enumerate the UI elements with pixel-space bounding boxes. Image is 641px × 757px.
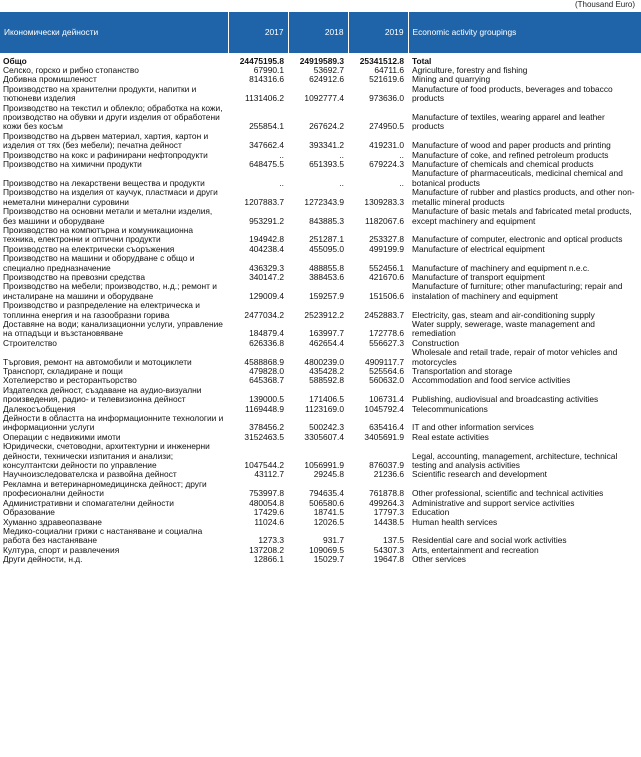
table-row [0, 226, 641, 245]
value-2019: 635416.4 [369, 422, 404, 433]
table-row [0, 132, 641, 151]
value-2017: 645368.7 [249, 375, 284, 386]
activity-name-bg: Производство на дървен материал, хартия, картон и изделия от тях (без мебели); печатна дейност [3, 130, 209, 151]
activity-name-en: Human health services [412, 516, 498, 527]
value-2019: 4909117.7 [365, 356, 404, 367]
value-2017: 24475195.8 [228, 53, 288, 67]
value-2018: 29245.8 [313, 469, 344, 480]
table-row [0, 527, 641, 546]
activity-name-en: Residential care and social work activities [412, 535, 567, 546]
activity-name-bg: Производство и разпределение на електрическа и топлинна енергия и на газообразни горива [3, 300, 200, 320]
activity-name-en: Manufacture of wood and paper products and printing [412, 140, 611, 151]
table-row [0, 348, 641, 367]
value-2019: 2452883.7 [364, 309, 404, 320]
value-2017: 194942.8 [249, 234, 284, 245]
value-2017: 814316.6 [249, 74, 284, 85]
value-2019: 25341512.8 [348, 53, 408, 67]
value-2017: 11024.6 [254, 516, 284, 527]
value-2018: 1272343.9 [304, 196, 344, 207]
value-2019: 1045792.4 [364, 403, 404, 414]
value-2018: 4800239.0 [304, 356, 344, 367]
activity-name-en: Publishing, audiovisual and broadcasting activities [412, 394, 599, 405]
activity-name-bg: Административни и спомагателни дейности [3, 497, 174, 508]
value-2017: 1169448.9 [245, 403, 284, 414]
value-2017: 1131406.2 [245, 93, 284, 104]
activity-name-en: Manufacture of machinery and equipment n.e.c. [412, 262, 590, 273]
value-2017: .. [279, 149, 284, 160]
value-2017: 404238.4 [249, 243, 284, 254]
value-2018: 251287.1 [309, 234, 344, 245]
value-2017: 43112.7 [254, 469, 284, 480]
activity-name-en: Real estate activities [412, 431, 489, 442]
activity-name-bg: Доставяне на води; канализационни услуги, управление на отпадъци и възстановяване [3, 318, 223, 339]
value-2018: 15029.7 [313, 554, 344, 565]
value-2018: 624912.6 [309, 74, 344, 85]
activity-name-bg: Производство на текстил и облекло; обработка на кожи, производство на обувки и други изделия от обработени кожи без косъм [3, 102, 223, 132]
value-2018: 1123169.0 [305, 403, 344, 414]
value-2019: 499199.9 [369, 243, 404, 254]
header-2019: 2019 [348, 12, 408, 53]
value-2018: 843885.3 [309, 215, 344, 226]
activity-name-bg: Производство на кокс и рафинирани нефтопродукти [3, 149, 208, 160]
activity-name-bg: Производство на превозни средства [3, 271, 146, 282]
value-2017: 1207883.7 [244, 196, 284, 207]
activity-name-en: Arts, entertainment and recreation [412, 544, 539, 555]
activity-name-en: Agriculture, forestry and fishing [412, 65, 528, 75]
value-2018: 109069.5 [309, 544, 344, 555]
activity-name-en: Other professional, scientific and technical activities [412, 488, 604, 499]
table-row [0, 169, 641, 188]
value-2017: 184879.4 [249, 328, 284, 339]
value-2019: 137.5 [383, 535, 404, 546]
activity-name-en: Manufacture of textiles, wearing apparel and leather products [412, 112, 605, 132]
value-2019: 274950.5 [369, 121, 404, 132]
activity-name-bg: Селско, горско и рибно стопанство [3, 65, 139, 75]
activity-name-en: Electricity, gas, steam and air-conditioning supply [412, 309, 595, 320]
activity-name-en: Manufacture of chemicals and chemical products [412, 159, 594, 170]
activity-name-bg: Търговия, ремонт на автомобили и мотоциклети [3, 356, 192, 367]
value-2017: 139000.5 [249, 394, 284, 405]
value-2019: 525564.6 [369, 366, 404, 376]
value-2018: 163997.7 [309, 328, 344, 339]
value-2019: .. [399, 177, 404, 188]
activity-name-bg: Хотелиерство и ресторантьорство [3, 375, 137, 386]
value-2019: 17797.3 [373, 507, 404, 518]
value-2018: 931.7 [323, 535, 344, 546]
table-row [0, 104, 641, 132]
value-2017: 255854.1 [249, 121, 284, 132]
activity-name-bg: Производство на химични продукти [3, 159, 142, 170]
activity-name-en: Education [412, 507, 450, 518]
activity-name-en: Transportation and storage [412, 366, 513, 376]
value-2018: 12026.5 [313, 516, 344, 527]
header-activities-en: Economic activity groupings [408, 12, 641, 53]
value-2018: 2523912.2 [304, 309, 344, 320]
value-2017: 436329.3 [249, 262, 284, 273]
table-header-row [0, 12, 641, 53]
activity-name-bg: Операции с недвижими имоти [3, 431, 121, 442]
activity-name-bg: Производство на хранителни продукти, напитки и тютюневи изделия [3, 83, 197, 104]
table-row [0, 207, 641, 226]
unit-label: (Thousand Euro) [574, 0, 635, 9]
value-2017: 953291.2 [249, 215, 284, 226]
activity-name-en: Manufacture of pharmaceuticals, medicinal chemical and botanical products [412, 168, 623, 188]
value-2018: 267624.2 [309, 121, 344, 132]
activity-name-en: Scientific research and development [412, 469, 548, 480]
activity-name-bg: Производство на изделия от каучук, пластмаси и други неметални минерални суровини [3, 187, 218, 207]
header-activities-bg: Икономически дейности [0, 12, 228, 53]
activity-name-en: Total [408, 53, 641, 67]
value-2019: 172778.6 [369, 328, 404, 339]
value-2017: 753997.8 [249, 488, 284, 499]
value-2017: 4588868.9 [244, 356, 284, 367]
value-2018: 500242.3 [309, 422, 344, 433]
activity-name-en: Telecommunications [412, 403, 488, 414]
activity-name-en: Administrative and support service activities [412, 497, 575, 508]
activity-name-bg: Производство на електрически съоръжения [3, 243, 175, 254]
value-2019: 560632.0 [369, 375, 404, 386]
value-2018: 24919589.3 [288, 53, 348, 67]
value-2017: 67990.1 [253, 65, 284, 75]
activity-name-bg: Далекосъобщения [3, 403, 76, 414]
value-2017: 626336.8 [249, 337, 284, 348]
table-row [0, 85, 641, 104]
activity-name-en: Manufacture of rubber and plastics products, and other non-metallic mineral products [412, 187, 635, 207]
value-2017: 1273.3 [258, 535, 284, 546]
activity-name-en: Manufacture of food products, beverages and tobacco products [412, 83, 613, 104]
value-2018: 651393.5 [309, 159, 344, 170]
value-2019: .. [399, 149, 404, 160]
value-2019: 54307.3 [373, 544, 404, 555]
value-2019: 19647.8 [373, 554, 404, 565]
value-2018: 18741.5 [313, 507, 344, 518]
activity-name-bg: Общо [0, 53, 228, 67]
value-2017: 340147.2 [249, 271, 284, 282]
activity-name-bg: Строителство [3, 337, 57, 348]
value-2018: 794635.4 [309, 488, 344, 499]
activity-name-en: Construction [412, 337, 460, 348]
value-2017: 1047544.2 [244, 460, 284, 471]
activity-name-en: Manufacture of coke, and refined petroleum products [412, 149, 609, 160]
value-2019: 421670.6 [369, 271, 404, 282]
activity-name-en: Other services [412, 554, 466, 565]
activity-name-en: Manufacture of transport equipment [412, 271, 545, 282]
value-2017: 12866.1 [253, 554, 284, 565]
value-2017: 137208.2 [249, 544, 284, 555]
value-2018: .. [339, 149, 344, 160]
value-2019: 876037.9 [369, 460, 404, 471]
activity-name-bg: Добивна промишленост [3, 74, 97, 85]
value-2019: 1309283.3 [364, 196, 404, 207]
activity-name-bg: Производство на мебели; производство, н.д.; ремонт и инсталиране на машини и оборудване [3, 281, 217, 301]
value-2018: 506580.6 [309, 497, 344, 508]
activity-name-bg: Производство на лекарствени вещества и продукти [3, 177, 205, 188]
table-row [0, 188, 641, 207]
table-row [0, 282, 641, 301]
value-2017: 480054.8 [249, 497, 284, 508]
value-2018: 488855.8 [309, 262, 344, 273]
table-row [0, 414, 641, 433]
activity-name-en: IT and other information services [412, 422, 534, 433]
total-row [0, 53, 641, 67]
value-2017: 479828.0 [249, 366, 284, 376]
value-2018: 159257.9 [309, 290, 344, 301]
value-2018: 462654.4 [309, 337, 344, 348]
value-2018: 1056991.9 [304, 460, 344, 471]
activity-name-en: Manufacture of electrical equipment [412, 243, 545, 254]
value-2019: 499264.3 [369, 497, 404, 508]
value-2018: 435428.2 [309, 366, 344, 376]
activity-name-bg: Научноизследователска и развойна дейност [3, 469, 177, 480]
value-2018: 53692.7 [313, 65, 344, 75]
value-2018: 455095.0 [309, 243, 344, 254]
activity-name-bg: Рекламна и ветеринарномедицинска дейност; други професионални дейности [3, 478, 207, 499]
value-2018: 1092777.4 [304, 93, 344, 104]
table-row [0, 320, 641, 339]
table-row [0, 480, 641, 499]
header-2018: 2018 [288, 12, 348, 53]
activity-name-bg: Производство на машини и оборудване с общо и специално предназначение [3, 253, 195, 273]
activity-name-bg: Други дейности, н.д. [3, 554, 83, 565]
activity-name-bg: Производство на компютърна и комуникационна техника, електронни и оптични продукти [3, 224, 193, 245]
value-2019: 14438.5 [373, 516, 404, 527]
value-2017: 347662.4 [249, 140, 284, 151]
value-2018: 171406.5 [309, 394, 344, 405]
value-2019: 973636.0 [369, 93, 404, 104]
activity-name-bg: Издателска дейност, създаване на аудио-визуални произведения, радио- и телевизионна дейност [3, 384, 202, 405]
value-2019: 1182067.6 [365, 215, 404, 226]
value-2018: 393341.2 [309, 140, 344, 151]
value-2019: 64711.6 [374, 65, 404, 75]
value-2019: 151506.6 [369, 290, 404, 301]
value-2017: 2477034.2 [244, 309, 284, 320]
value-2017: 17429.6 [253, 507, 284, 518]
value-2019: 3405691.9 [364, 431, 404, 442]
table-row [0, 386, 641, 405]
activity-name-en: Mining and quarrying [412, 74, 491, 85]
value-2019: 679224.3 [369, 159, 404, 170]
activity-name-bg: Култура, спорт и развлечения [3, 544, 120, 555]
value-2018: .. [339, 177, 344, 188]
activity-name-bg: Юридически, счетоводни, архитектурни и инженерни дейности, технически изпитания и анализи; консултантски дейности по управление [3, 441, 210, 471]
value-2019: 761878.8 [369, 488, 404, 499]
activity-name-en: Water supply, sewerage, waste management and remediation [412, 318, 595, 339]
value-2019: 556627.3 [369, 337, 404, 348]
activity-name-bg: Образование [3, 507, 55, 518]
table-row [0, 254, 641, 273]
activity-name-en: Manufacture of furniture; other manufacturing; repair and instalation of machinery and equipment [412, 281, 623, 301]
header-2017: 2017 [228, 12, 288, 53]
table-body [0, 53, 641, 565]
activity-name-en: Manufacture of computer, electronic and optical products [412, 234, 623, 245]
value-2018: 588592.8 [309, 375, 344, 386]
activity-name-en: Wholesale and retail trade, repair of motor vehicles and motorcycles [412, 347, 618, 367]
value-2019: 21236.6 [373, 469, 404, 480]
activity-name-en: Legal, accounting, management, architecture, technical testing and analysis activities [412, 450, 618, 471]
activity-name-en: Manufacture of basic metals and fabricated metal products, except machinery and equipment [412, 206, 632, 226]
value-2017: .. [279, 177, 284, 188]
value-2017: 3152463.5 [244, 431, 284, 442]
value-2019: 521619.6 [369, 74, 404, 85]
value-2018: 3305607.4 [304, 431, 344, 442]
activity-name-en: Accommodation and food service activities [412, 375, 571, 386]
value-2017: 378456.2 [249, 422, 284, 433]
value-2019: 106731.4 [369, 394, 404, 405]
activity-name-bg: Хуманно здравеопазване [3, 516, 102, 527]
activity-name-bg: Дейности в областта на информационните технологии и информационни услуги [3, 413, 224, 433]
activity-name-bg: Транспорт, складиране и пощи [3, 366, 123, 376]
value-2019: 419231.0 [369, 140, 404, 151]
table-row [0, 555, 641, 564]
value-2018: 388453.6 [309, 271, 344, 282]
activity-name-bg: Медико-социални грижи с настаняване и социална работа без настаняване [3, 525, 203, 546]
value-2017: 648475.5 [249, 159, 284, 170]
table-row [0, 301, 641, 320]
value-2019: 253327.8 [369, 234, 404, 245]
value-2017: 129009.4 [249, 290, 284, 301]
table-row [0, 442, 641, 470]
value-2019: 552456.1 [369, 262, 404, 273]
economic-activity-table [0, 12, 641, 565]
activity-name-bg: Производство на основни метали и метални изделия, без машини и оборудване [3, 206, 213, 226]
